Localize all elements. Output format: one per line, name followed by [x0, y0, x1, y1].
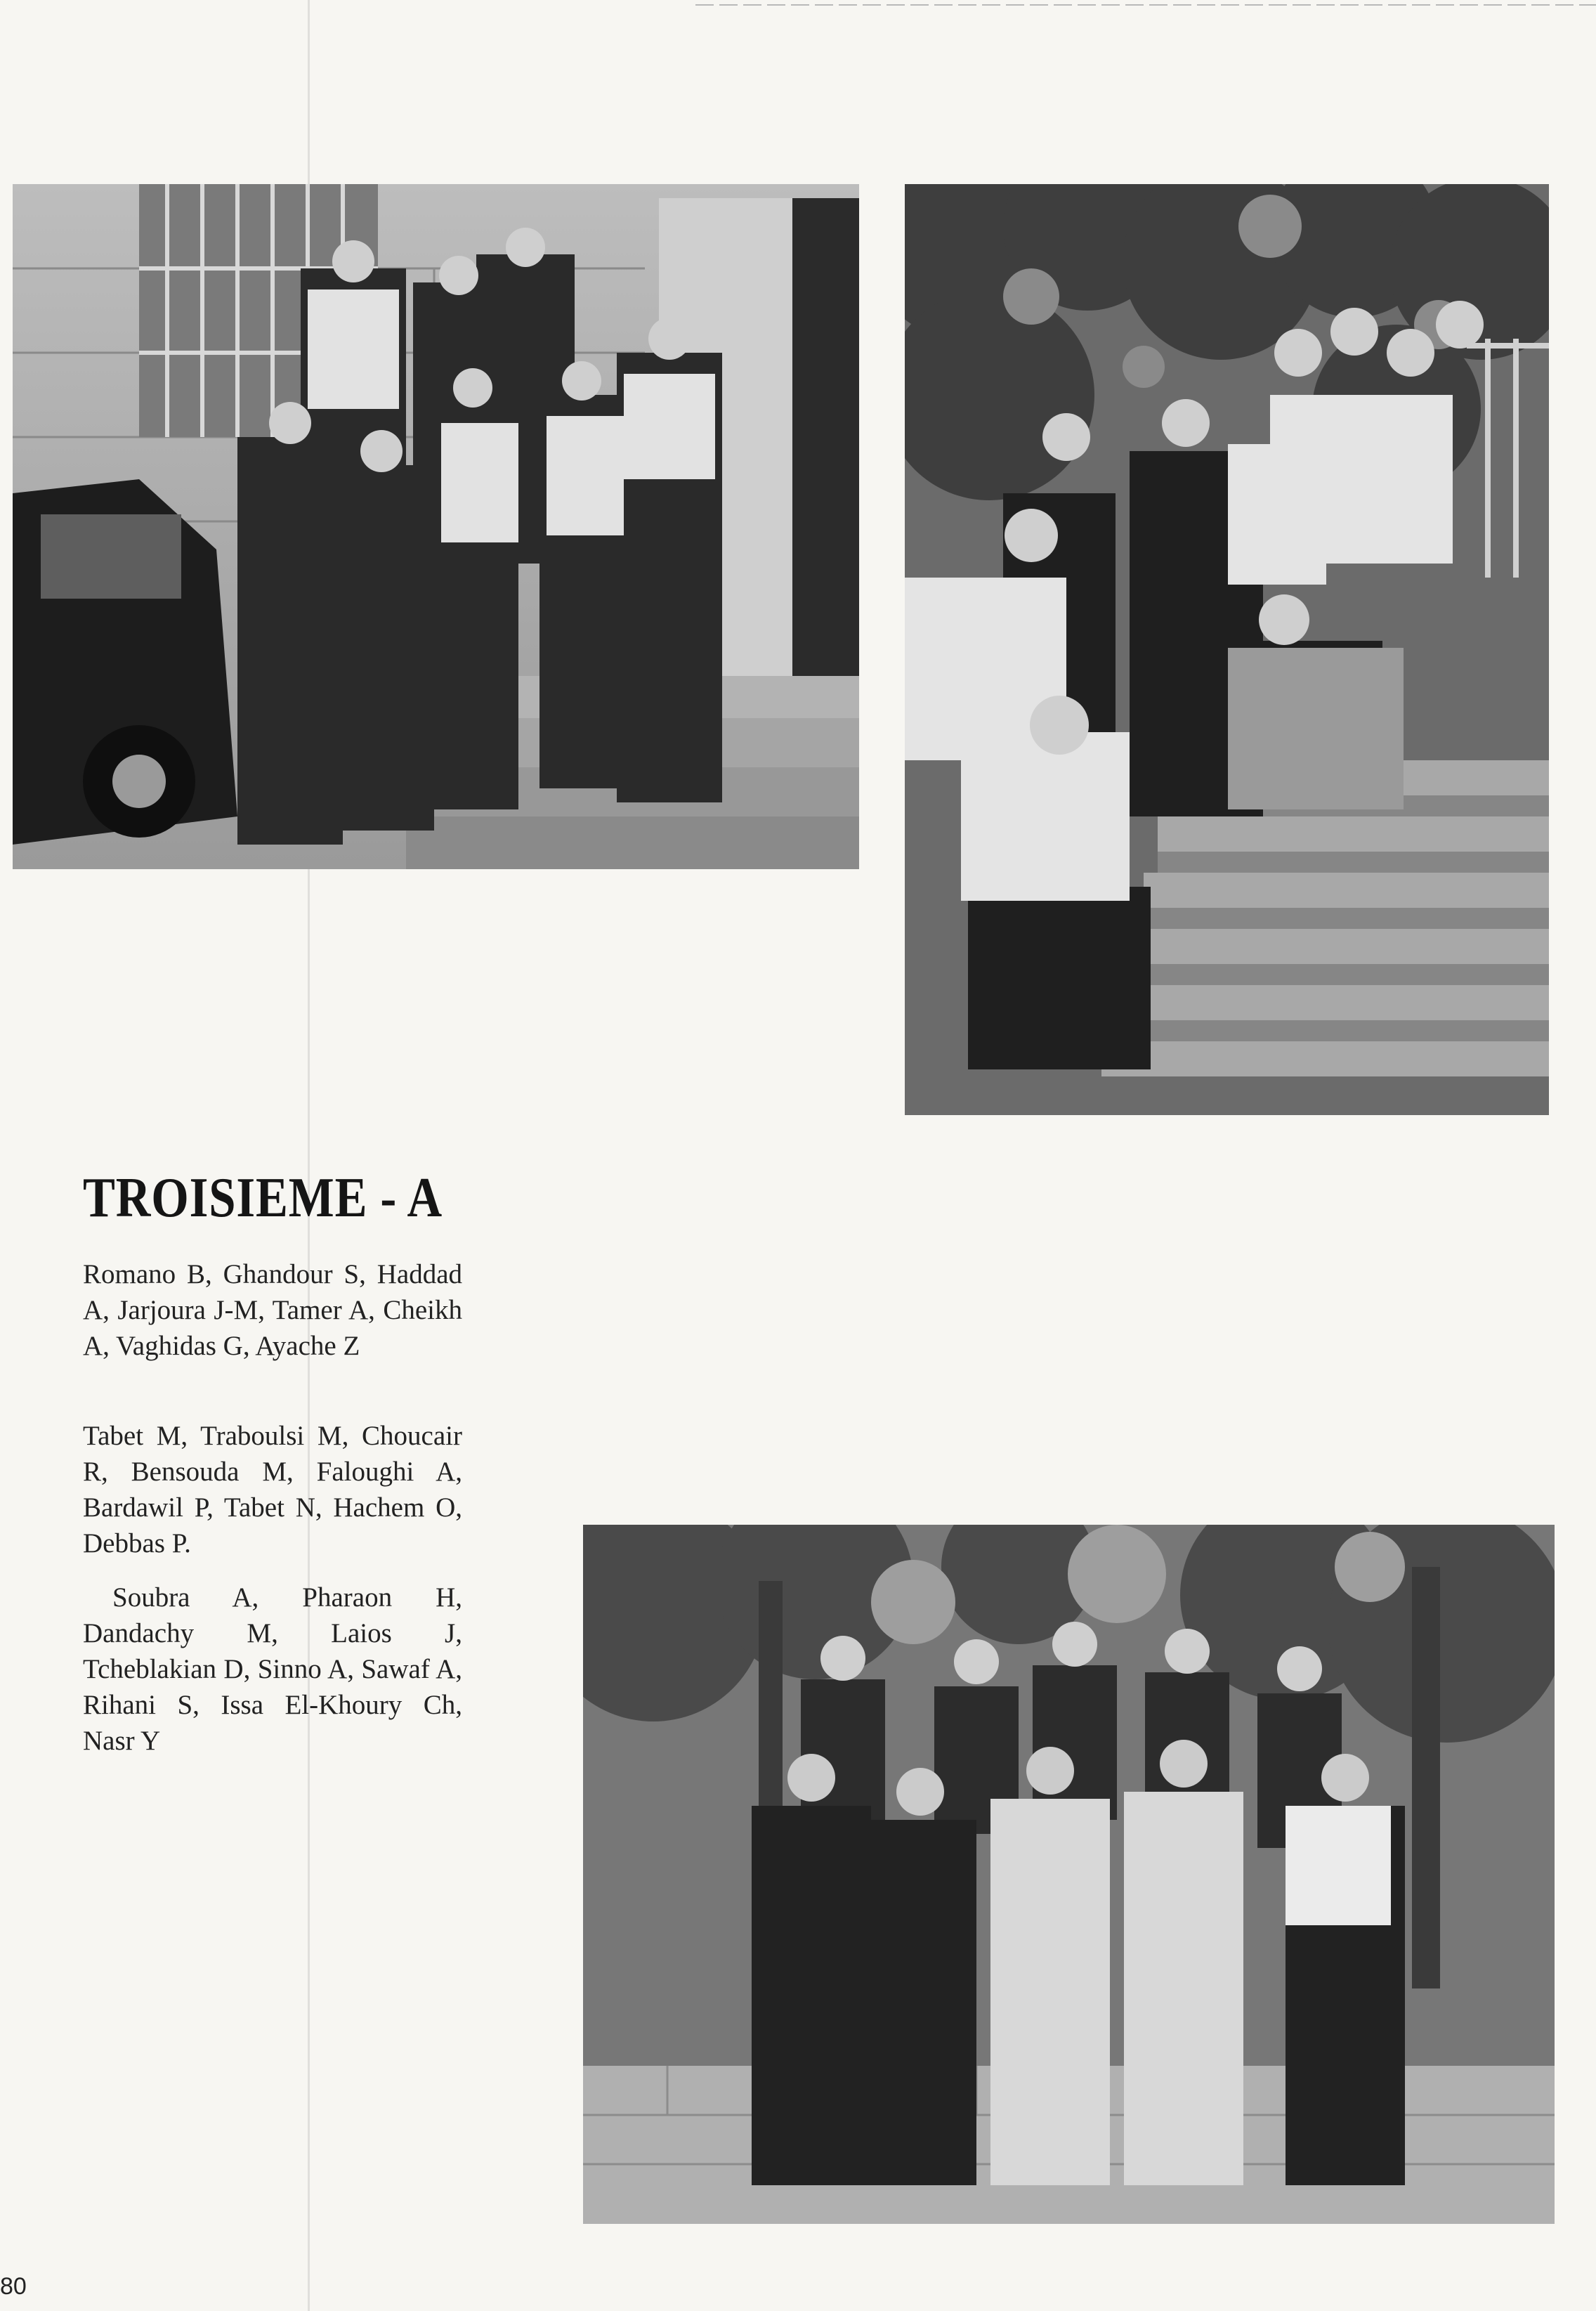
class-photo-steps-car: [13, 184, 859, 869]
photo-garden-group-image: [583, 1525, 1555, 2224]
top-dashed-rule: [695, 4, 1596, 6]
class-photo-garden-group: [583, 1525, 1555, 2224]
page-number: 80: [0, 2273, 27, 2300]
caption-garden-group-names: Soubra A, Pharaon H, Dandachy M, Laios J, Tcheblakian D, Sinno A, Sawaf A, Rihani S, Issa El-Khoury Ch, Nasr Y: [83, 1582, 462, 1756]
class-photo-stairs-garden: [905, 184, 1549, 1115]
photo-steps-car-image: [13, 184, 859, 869]
caption-stairs-garden-names: Tabet M, Traboulsi M, Choucair R, Bensouda M, Faloughi A, Bardawil P, Tabet N, Hachem O, Debbas P.: [83, 1421, 462, 1558]
class-title: TROISIEME - A: [83, 1167, 443, 1229]
caption-steps-car-names: Romano B, Ghandour S, Haddad A, Jarjoura J-M, Tamer A, Cheikh A, Vaghidas G, Ayache Z: [83, 1259, 462, 1361]
photo-stairs-garden-image: [905, 184, 1549, 1115]
